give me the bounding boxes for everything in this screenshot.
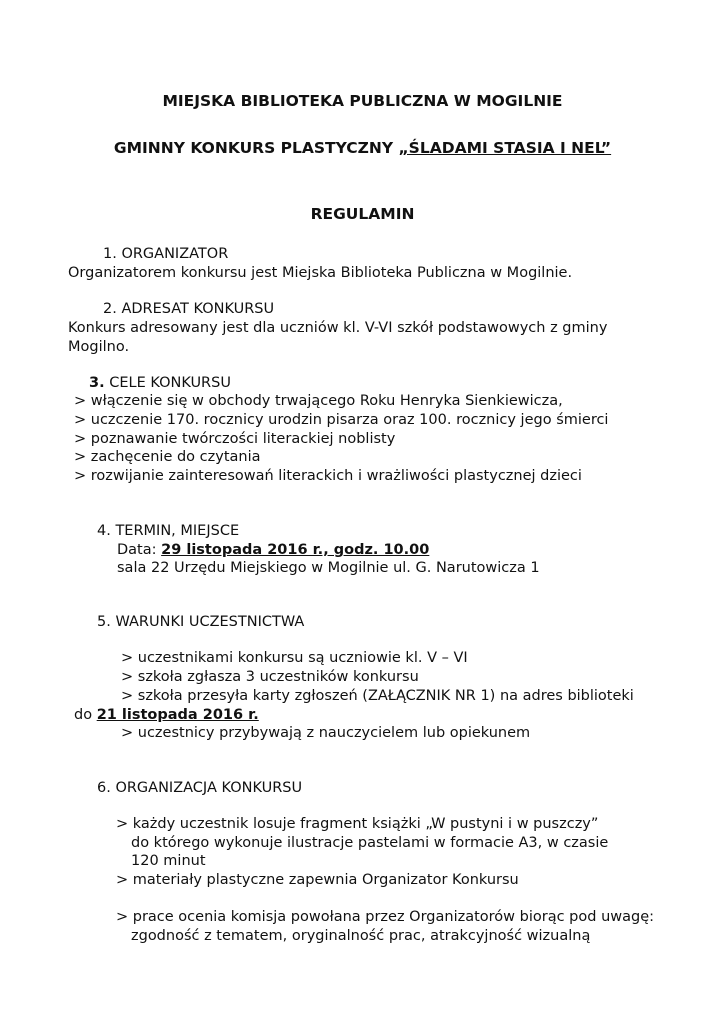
list-item: > uczczenie 170. rocznicy urodzin pisarza oraz 100. rocznicy jego śmierci: [74, 412, 609, 428]
date-value: 29 listopada 2016 r., godz. 10.00: [161, 542, 430, 558]
section-4-date: [117, 541, 429, 559]
list-item: > zachęcenie do czytania: [74, 449, 261, 465]
section-3-number: 3.: [89, 375, 105, 391]
section-2-heading: 2. ADRESAT KONKURSU: [103, 301, 275, 317]
section-2-text-line-1: Konkurs adresowany jest dla uczniów kl. V-VI szkół podstawowych z gminy: [68, 320, 608, 336]
list-item: > rozwijanie zainteresowań literackich i wrażliwości plastycznej dzieci: [74, 468, 582, 484]
contest-name-title: „ŚLADAMI STASIA I NEL”: [398, 139, 612, 157]
list-item: > włączenie się w obchody trwającego Roku Henryka Sienkiewicza,: [74, 393, 563, 409]
list-item-continuation: do którego wykonuje ilustracje pastelami w formacie A3, w czasie: [131, 835, 609, 851]
list-item: > uczestnikami konkursu są uczniowie kl. V – VI: [121, 650, 468, 666]
list-item: > szkoła przesyła karty zgłoszeń (ZAŁĄCZNIK NR 1) na adres biblioteki: [121, 688, 634, 704]
section-5-heading: 5. WARUNKI UCZESTNICTWA: [97, 614, 305, 630]
list-item: > prace ocenia komisja powołana przez Organizatorów biorąc pod uwagę:: [116, 909, 655, 925]
list-item-continuation: zgodność z tematem, oryginalność prac, atrakcyjność wizualną: [131, 928, 591, 944]
library-name-heading: MIEJSKA BIBLIOTEKA PUBLICZNA W MOGILNIE: [162, 92, 563, 110]
section-3-heading-text: CELE KONKURSU: [104, 375, 231, 391]
regulations-title: REGULAMIN: [310, 205, 415, 223]
section-5-deadline: [74, 706, 259, 724]
list-item: > każdy uczestnik losuje fragment książki „W pustyni i w puszczy”: [116, 816, 599, 832]
section-1-heading: 1. ORGANIZATOR: [103, 246, 229, 262]
contest-name-prefix: GMINNY KONKURS PLASTYCZNY: [113, 139, 399, 157]
list-item: > poznawanie twórczości literackiej noblisty: [74, 431, 396, 447]
deadline-prefix: do: [74, 707, 97, 723]
section-4-heading: 4. TERMIN, MIEJSCE: [97, 523, 240, 539]
list-item: > uczestnicy przybywają z nauczycielem lub opiekunem: [121, 725, 531, 741]
deadline-value: 21 listopada 2016 r.: [96, 707, 259, 723]
section-2-text-line-2: Mogilno.: [68, 339, 130, 355]
list-item: > materiały plastyczne zapewnia Organizator Konkursu: [116, 872, 519, 888]
contest-name-heading: [0, 139, 725, 157]
section-4-place: sala 22 Urzędu Miejskiego w Mogilnie ul. G. Narutowicza 1: [117, 560, 540, 576]
list-item: > szkoła zgłasza 3 uczestników konkursu: [121, 669, 419, 685]
section-1-text: Organizatorem konkursu jest Miejska Biblioteka Publiczna w Mogilnie.: [68, 265, 573, 281]
date-label: Data:: [117, 542, 162, 558]
section-6-heading: 6. ORGANIZACJA KONKURSU: [97, 780, 303, 796]
list-item-continuation: 120 minut: [131, 853, 206, 869]
section-3-heading: [89, 374, 231, 392]
